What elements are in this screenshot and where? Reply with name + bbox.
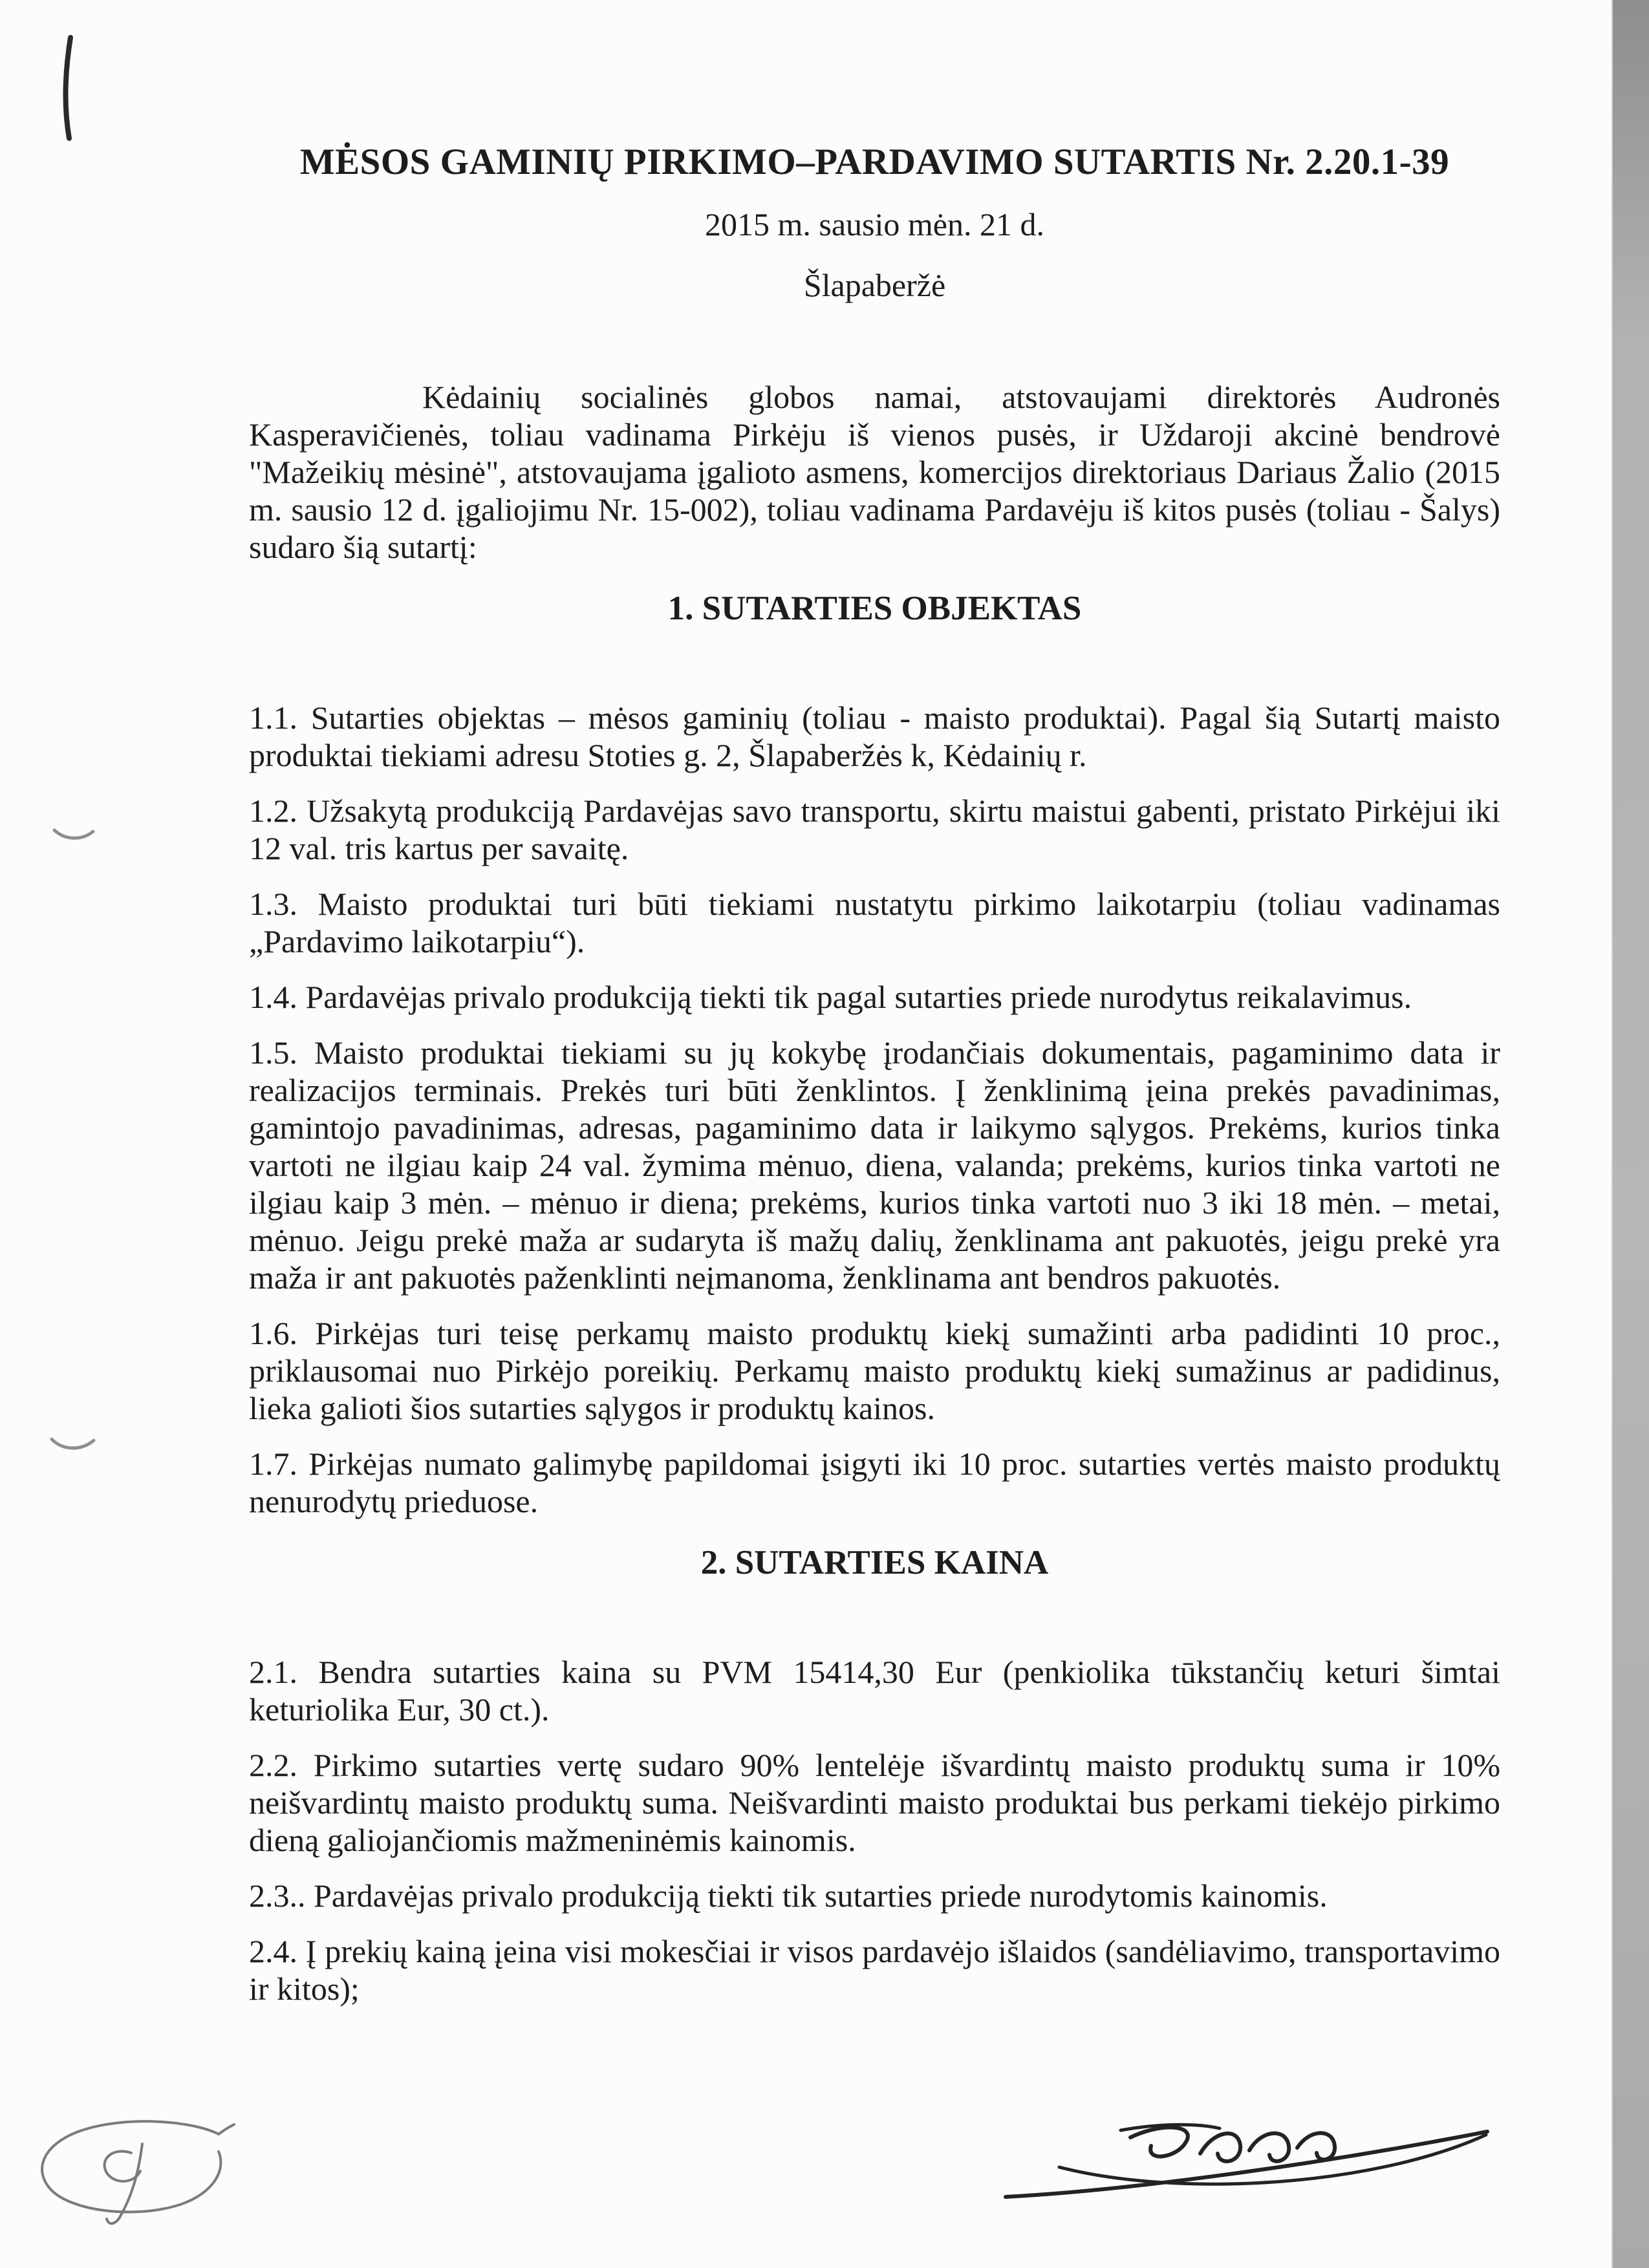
- document-body: [249, 141, 1500, 2026]
- clause-1-3: 1.3. Maisto produktai turi būti tiekiami nustatytu pirkimo laikotarpiu (toliau vadinamas „Pardavimo laikotarpiu“).: [249, 886, 1500, 959]
- clause-1-7: 1.7. Pirkėjas numato galimybę papildomai įsigyti iki 10 proc. sutarties vertės maisto produktų nenurodytų prieduose.: [249, 1446, 1500, 1519]
- clause-1-5: 1.5. Maisto produktai tiekiami su jų kokybę įrodančiais dokumentais, pagaminimo data ir realizacijos terminais. Prekės turi būti ženklintos. Į ženklinimą įeina prekės pavadinimas, gamintojo pavadinimas, adresas, pagaminimo data ir laikymo sąlygos. Prekėms, kurios tinka vartoti ne ilgiau kaip 24 val. žymima mėnuo, diena, valanda; prekėms, kurios tinka vartoti ne ilgiau kaip 3 mėn. – mėnuo ir diena; prekėms, kurios tinka vartoti nuo 3 iki 18 mėn. – metai, mėnuo. Jeigu prekė maža ar sudaryta iš mažų dalių, ženklinama ant pakuotės, jeigu prekė yra maža ir ant pakuotės paženklinti neįmanoma, ženklinama ant bendros pakuotės.: [249, 1034, 1500, 1296]
- scan-edge-shadow: [1611, 0, 1649, 2268]
- document-place: Šlapaberžė: [803, 267, 946, 303]
- clause-2-3: 2.3.. Pardavėjas privalo produkciją tiekti tik sutarties priede nurodytomis kainomis.: [249, 1878, 1328, 1914]
- clause-2-2: 2.2. Pirkimo sutarties vertę sudaro 90% lentelėje išvardintų maisto produktų suma ir 10% neišvardintų maisto produktų suma. Neišvardinti maisto produktai bus perkami tiekėjo pirkimo dieną galiojančiomis mažmeninėmis kainomis.: [249, 1747, 1500, 1858]
- stamp-scribble-icon: [42, 2121, 234, 2223]
- clause-1-2: 1.2. Užsakytą produkciją Pardavėjas savo transportu, skirtu maistui gabenti, pristato Pirkėjui iki 12 val. tris kartus per savaitę.: [249, 793, 1500, 866]
- clause-2-4: 2.4. Į prekių kainą įeina visi mokesčiai ir visos pardavėjo išlaidos (sandėliavimo, transportavimo ir kitos);: [249, 1933, 1500, 2007]
- margin-checkmark-icon: [54, 830, 93, 838]
- clause-1-6: 1.6. Pirkėjas turi teisę perkamų maisto produktų kiekį sumažinti arba padidinti 10 proc., priklausomai nuo Pirkėjo poreikių. Perkamų maisto produktų kiekį sumažinus ar padidinus, lieka galioti šios sutarties sąlygos ir produktų kainos.: [249, 1315, 1500, 1426]
- clause-1-1: 1.1. Sutarties objektas – mėsos gaminių (toliau - maisto produktai). Pagal šią Sutartį maisto produktai tiekiami adresu Stoties g. 2, Šlapaberžės k, Kėdainių r.: [249, 700, 1500, 773]
- pen-stroke-icon: [65, 37, 70, 138]
- document-date: 2015 m. sausio mėn. 21 d.: [705, 206, 1044, 242]
- preamble-paragraph: Kėdainių socialinės globos namai, atstovaujami direktorės Audronės Kasperavičienės, toliau vadinama Pirkėju iš vienos pusės, ir Uždaroji akcinė bendrovė "Mažeikių mėsinė", atstovaujama įgalioto asmens, komercijos direktoriaus Dariaus Žalio (2015 m. sausio 12 d. įgaliojimu Nr. 15-002), toliau vadinama Pardavėju iš kitos pusės (toliau - Šalys) sudaro šią sutartį:: [249, 379, 1500, 565]
- section-2-heading: 2. SUTARTIES KAINA: [700, 1544, 1049, 1581]
- document-title: MĖSOS GAMINIŲ PIRKIMO–PARDAVIMO SUTARTIS Nr. 2.20.1-39: [299, 142, 1450, 182]
- signature-icon: [1006, 2124, 1487, 2197]
- margin-checkmark-icon: [52, 1439, 94, 1448]
- clause-2-1: 2.1. Bendra sutarties kaina su PVM 15414,30 Eur (penkiolika tūkstančių keturi šimtai keturiolika Eur, 30 ct.).: [249, 1654, 1500, 1728]
- clause-1-4: 1.4. Pardavėjas privalo produkciją tiekti tik pagal sutarties priede nurodytus reikalavimus.: [249, 979, 1412, 1015]
- section-1-heading: 1. SUTARTIES OBJEKTAS: [667, 590, 1082, 627]
